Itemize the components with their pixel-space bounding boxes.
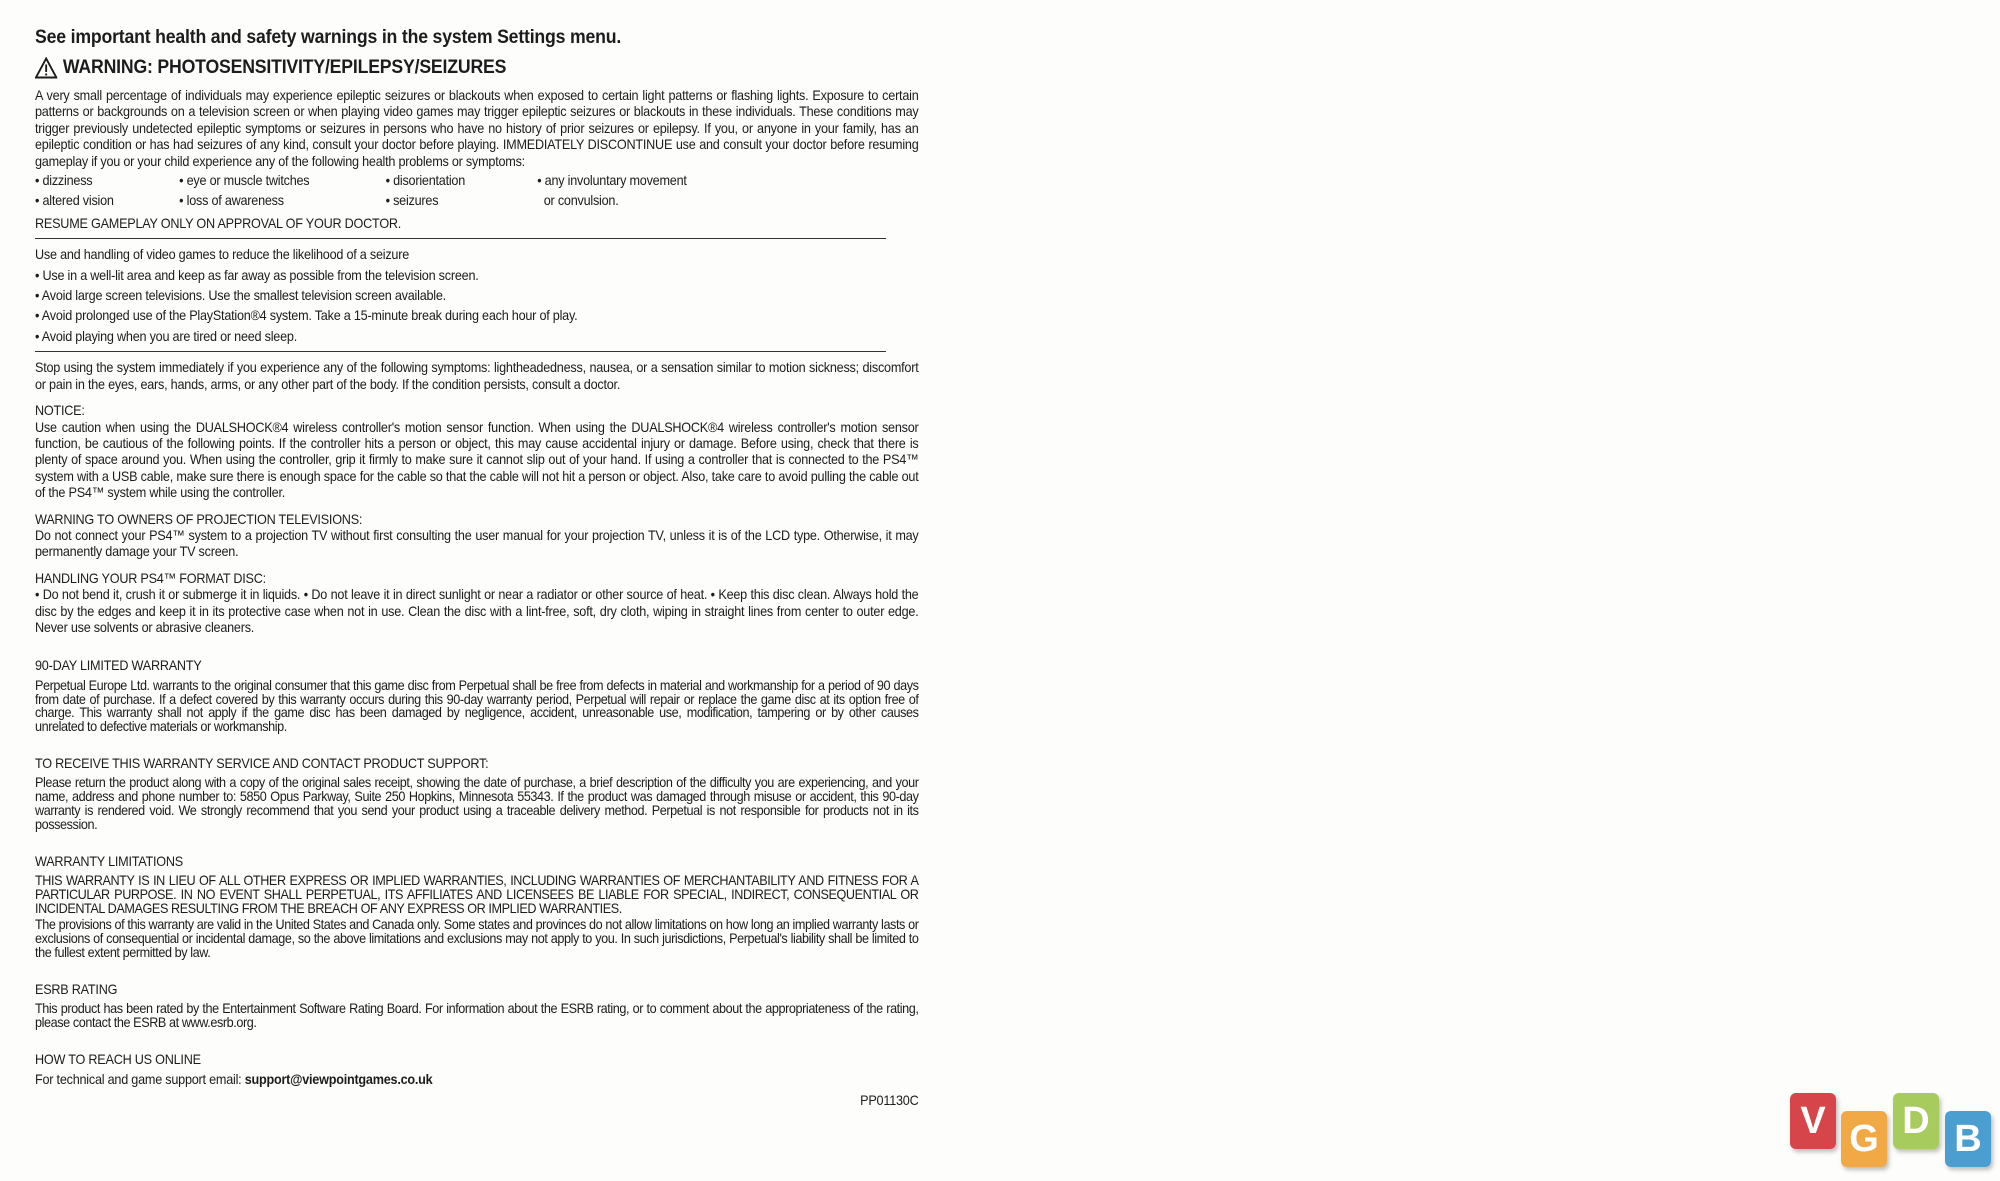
list-item: • Avoid large screen televisions. Use the smallest television screen available. bbox=[35, 288, 446, 304]
notice-heading: NOTICE: bbox=[35, 403, 85, 419]
stop-using-paragraph: Stop using the system immediately if you experience any of the following symptoms: lightheadedness, nausea, or a sensation similar to motion sickness; discomfort or pain in the eyes, ears, hands, arms, or any other part of the body. If the condition persists, consult a doctor. bbox=[35, 360, 919, 392]
service-body: Please return the product along with a copy of the original sales receipt, showing the date of purchase, a brief description of the difficulty you are experiencing, and your name, address and phone number to: 5850 Opus Parkway, Suite 250 Hopkins, Minnesota 55343. If the product was damaged through misuse or accident, this 90-day warranty is rendered void. We strongly recommend that you send your product using a traceable delivery method. Perpetual is not responsible for products not in its possession. bbox=[35, 775, 919, 832]
divider bbox=[35, 238, 886, 239]
symptom-item: • eye or muscle twitches bbox=[179, 173, 310, 189]
projection-heading: WARNING TO OWNERS OF PROJECTION TELEVISIONS: bbox=[35, 511, 363, 527]
projection-body: Do not connect your PS4™ system to a projection TV without first consulting the user manual for your projection TV, unless it is of the LCD type. Otherwise, it may permanently damage your TV screen. bbox=[35, 527, 919, 560]
warranty-body: Perpetual Europe Ltd. warrants to the original consumer that this game disc from Perpetual shall be free from defects in material and workmanship for a period of 90 days from date of purchase. If a defect covered by this warranty occurs during this 90-day warranty period, Perpetual will repair or replace the game disc at its option free of charge. This warranty shall not apply if the game disc has been damaged by negligence, accident, unreasonable use, modification, tampering or by other causes unrelated to defective materials or workmanship. bbox=[35, 677, 919, 735]
symptom-item: • disorientation bbox=[385, 173, 466, 189]
limitations-provisions: The provisions of this warranty are valid in the United States and Canada only. Some states and provinces do not allow limitations on how long an implied warranty lasts or exclusions of consequential or incidental damage, so the above limitations and exclusions may not apply to you. In such jurisdictions, Perpetual's liability shall be limited to the fullest extent permitted by law. bbox=[35, 917, 919, 960]
warning-title bbox=[35, 56, 919, 80]
warning-triangle-icon bbox=[35, 57, 57, 79]
resume-notice: RESUME GAMEPLAY ONLY ON APPROVAL OF YOUR DOCTOR. bbox=[35, 215, 402, 231]
list-item: • Use in a well-lit area and keep as far away as possible from the television screen. bbox=[35, 267, 479, 283]
symptom-item: • any involuntary movement bbox=[537, 173, 687, 189]
online-prefix: For technical and game support email: bbox=[35, 1072, 245, 1088]
watermark-letter: B bbox=[1945, 1111, 1991, 1167]
symptom-item: • altered vision bbox=[35, 193, 114, 209]
manual-page bbox=[35, 26, 919, 1109]
online-heading: HOW TO REACH US ONLINE bbox=[35, 1051, 201, 1067]
disc-body: • Do not bend it, crush it or submerge it in liquids. • Do not leave it in direct sunlight or near a radiator or other source of heat. • Keep this disc clean. Always hold the disc by the edges and keep it in its protective case when not in use. Clean the disc with a lint-free, soft, dry cloth, wiping in straight lines from center to outer edge. Never use solvents or abrasive cleaners. bbox=[35, 587, 919, 635]
handling-heading: Use and handling of video games to reduce the likelihood of a seizure bbox=[35, 247, 410, 263]
watermark-letter: D bbox=[1893, 1093, 1939, 1149]
product-code: PP01130C bbox=[860, 1092, 919, 1108]
list-item: • Avoid prolonged use of the PlayStation®4 system. Take a 15-minute break during each hour of play. bbox=[35, 308, 578, 324]
notice-body: Use caution when using the DUALSHOCK®4 wireless controller's motion sensor function. When using the DUALSHOCK®4 wireless controller's motion sensor function, be cautious of the following points. If the controller hits a person or object, this may cause accidental injury or damage. Before using, check that there is plenty of space around you. When using the controller, grip it firmly to make sure it cannot slip out of your hand. If using a controller that is connected to the PS4™ system with a USB cable, make sure there is enough space for the cable so that the cable will not hit a person or object. Also, take care to avoid pulling the cable out of the PS4™ system while using the controller. bbox=[35, 419, 919, 501]
symptom-item: • dizziness bbox=[35, 173, 93, 189]
online-contact bbox=[35, 1072, 919, 1088]
warning-body: A very small percentage of individuals may experience epileptic seizures or blackouts when exposed to certain light patterns or flashing lights. Exposure to certain patterns or backgrounds on a television screen or when playing video games may trigger epileptic seizures or blackouts in these individuals. These conditions may trigger previously undetected epileptic symptoms or seizures in persons who have no history of prior seizures or epilepsy. If you, or anyone in your family, has an epileptic condition or has had seizures of any kind, consult your doctor before playing. IMMEDIATELY DISCONTINUE use and consult your doctor before resuming gameplay if you or your child experience any of the following health problems or symptoms: bbox=[35, 88, 919, 169]
symptom-list bbox=[35, 173, 919, 210]
settings-headline: See important health and safety warnings in the system Settings menu. bbox=[35, 27, 622, 48]
esrb-heading: ESRB RATING bbox=[35, 981, 118, 997]
symptom-item: • loss of awareness bbox=[179, 193, 284, 209]
symptom-item: or convulsion. bbox=[537, 193, 619, 209]
symptom-item: • seizures bbox=[385, 193, 439, 209]
disc-heading: HANDLING YOUR PS4™ FORMAT DISC: bbox=[35, 570, 266, 586]
vgdb-watermark-logo bbox=[1790, 1093, 1990, 1173]
limitations-body: THIS WARRANTY IS IN LIEU OF ALL OTHER EXPRESS OR IMPLIED WARRANTIES, INCLUDING WARRANTIES OF MERCHANTABILITY AND FITNESS FOR A PARTICULAR PURPOSE. IN NO EVENT SHALL PERPETUAL, ITS AFFILIATES AND LICENSEES BE LIABLE FOR SPECIAL, INDIRECT, CONSEQUENTIAL OR INCIDENTAL DAMAGES RESULTING FROM THE BREACH OF ANY EXPRESS OR IMPLIED WARRANTIES. bbox=[35, 872, 919, 916]
watermark-letter: G bbox=[1841, 1111, 1887, 1167]
warranty-heading: 90-DAY LIMITED WARRANTY bbox=[35, 658, 202, 674]
service-heading: TO RECEIVE THIS WARRANTY SERVICE AND CONTACT PRODUCT SUPPORT: bbox=[35, 755, 489, 771]
warning-title-text: WARNING: PHOTOSENSITIVITY/EPILEPSY/SEIZURES bbox=[62, 57, 507, 78]
list-item: • Avoid playing when you are tired or need sleep. bbox=[35, 328, 297, 344]
esrb-body: This product has been rated by the Entertainment Software Rating Board. For information about the ESRB rating, or to comment about the appropriateness of the rating, please contact the ESRB at www.esrb.org. bbox=[35, 1001, 919, 1030]
limitations-heading: WARRANTY LIMITATIONS bbox=[35, 853, 184, 869]
support-email-link[interactable]: support@viewpointgames.co.uk bbox=[244, 1072, 433, 1088]
divider bbox=[35, 351, 886, 352]
watermark-letter: V bbox=[1790, 1093, 1836, 1149]
